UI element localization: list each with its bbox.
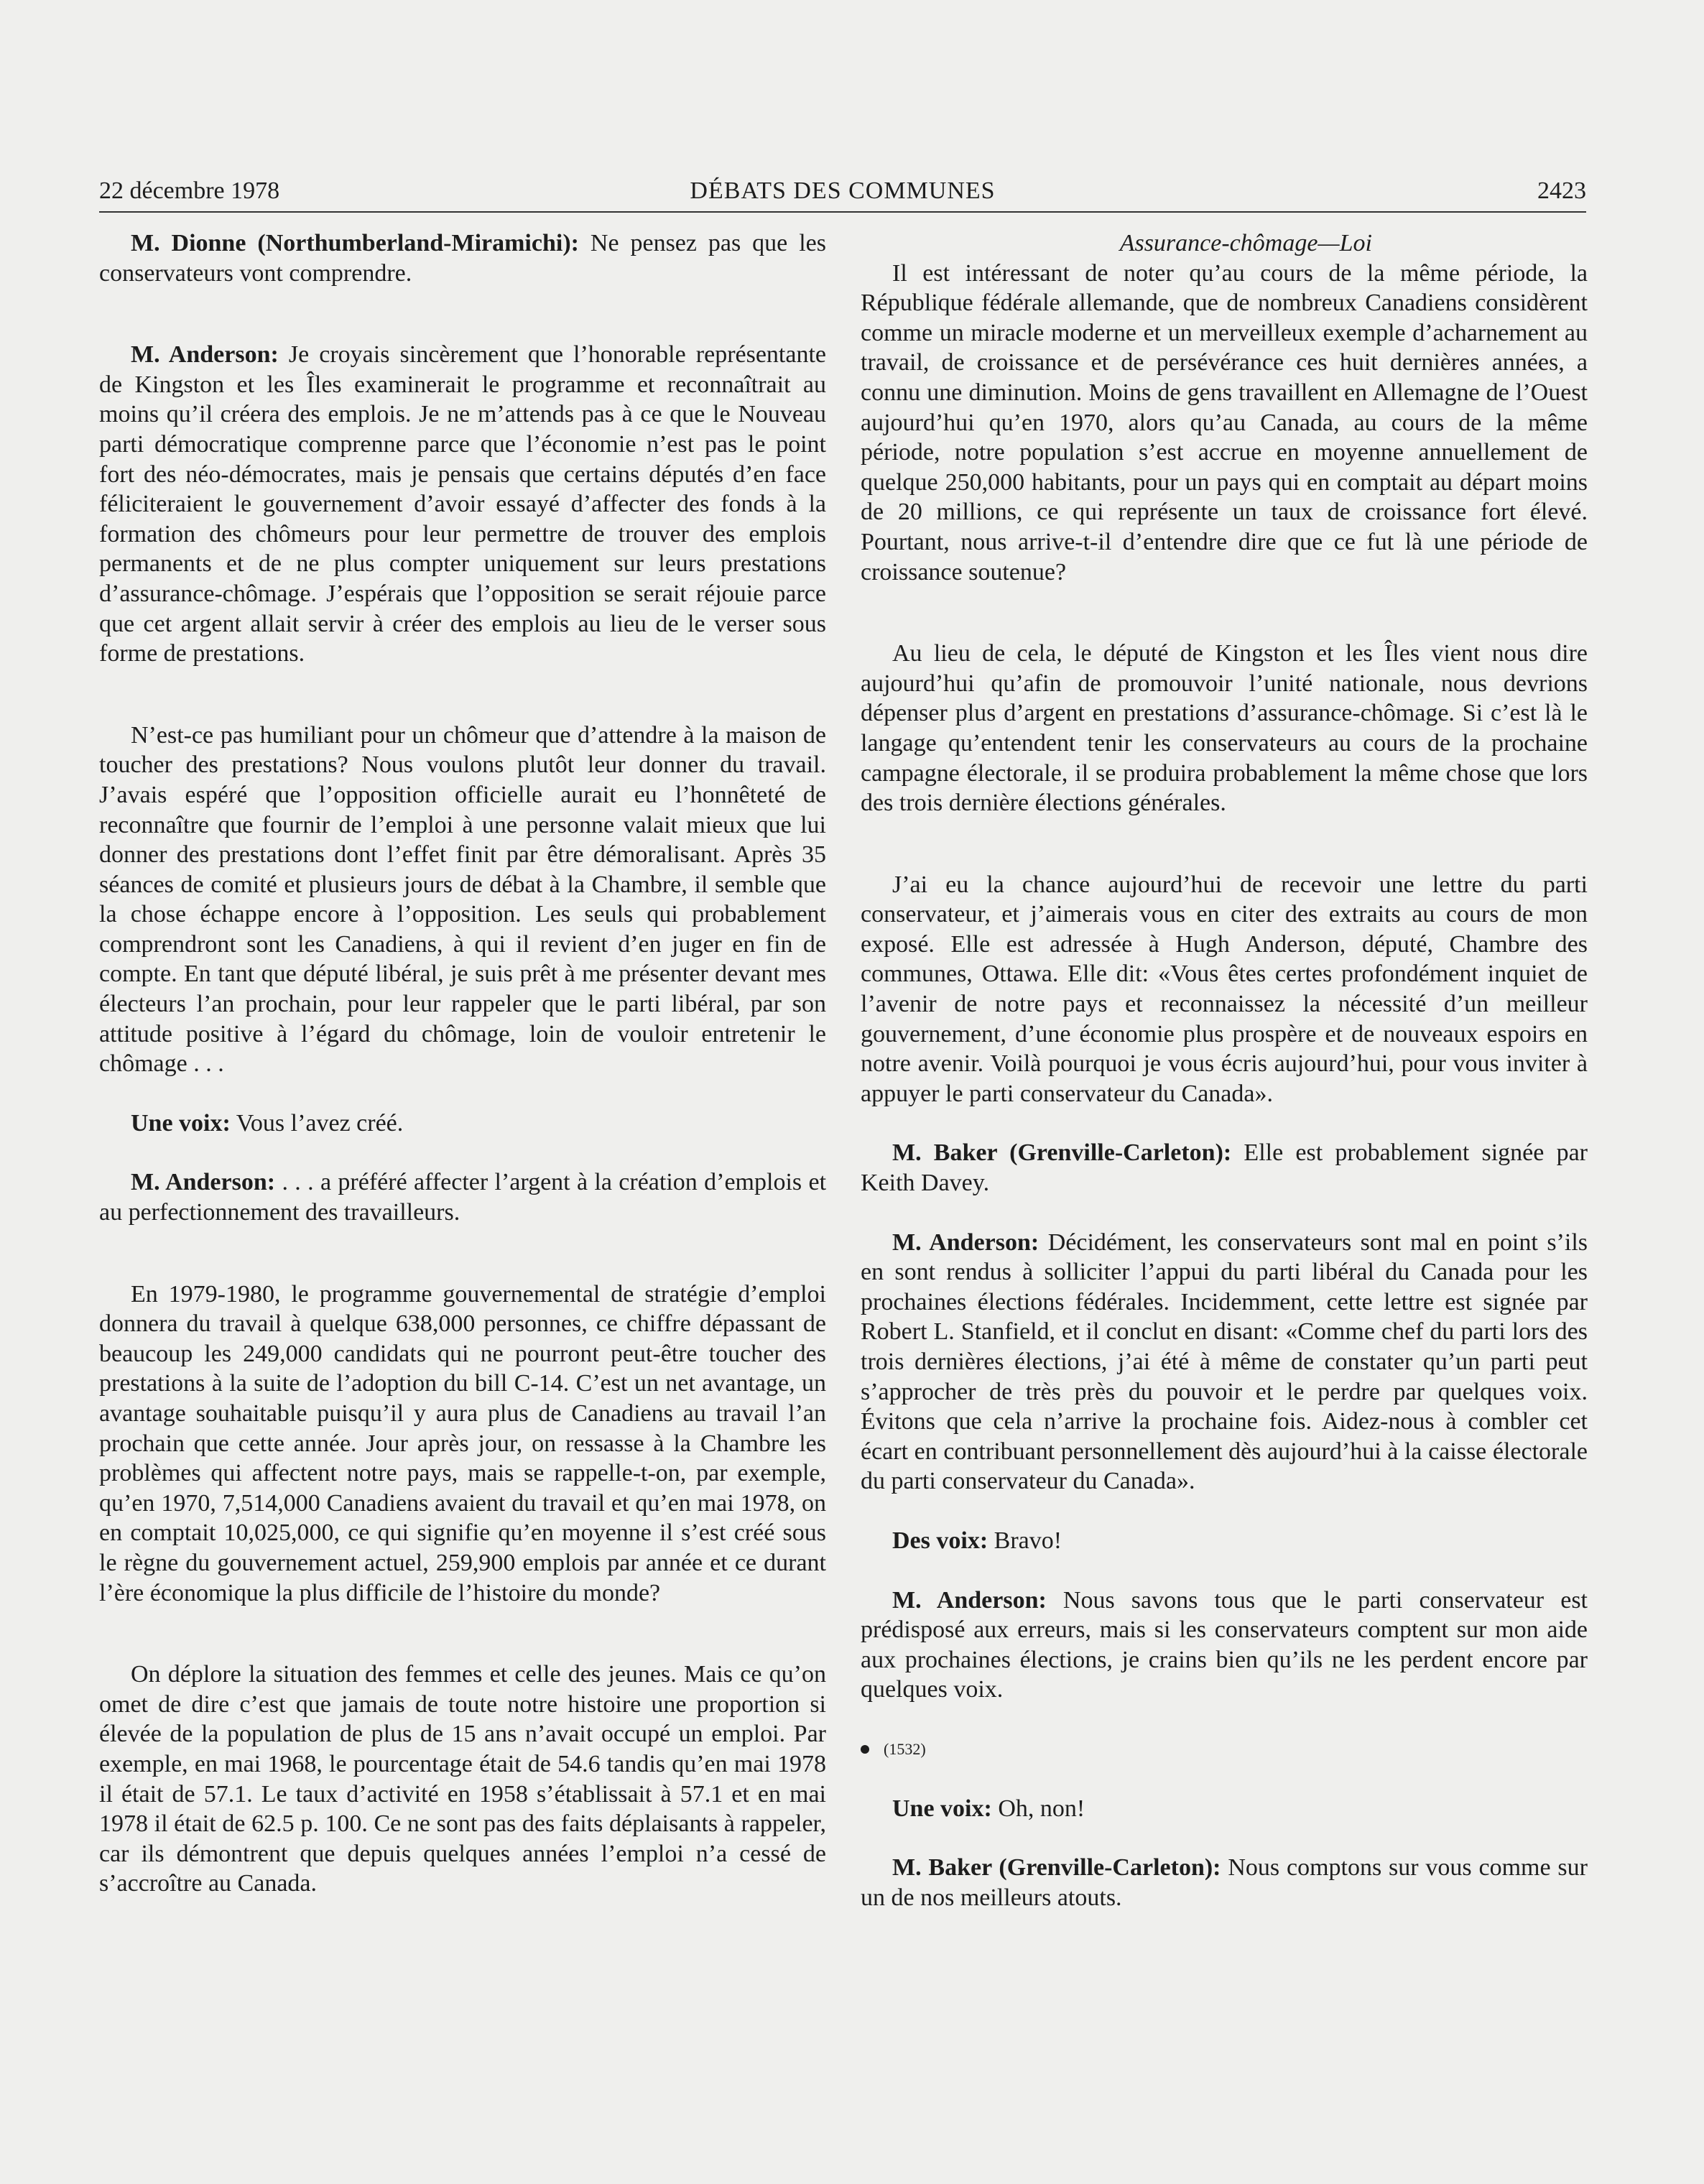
paragraph-text: En 1979-1980, le programme gouvernemental de stratégie d’emploi donnera du travail à quelque 638,000 personnes, ce chiffre dépassant de beaucoup les 249,000 candidats qui ne pourront peut-être toucher des prestations à la suite de l’adoption du bill C-14. C’est un net avantage, un avantage souhaitable puisqu’il y aura plus de Canadiens au travail l’an prochain que cette année. Jour après jour, on ressasse à la Chambre les problèmes qui affectent notre pays, mais se rappelle-t-on, par exemple, qu’en 1970, 7,514,000 Canadiens avaient du travail et qu’en mai 1978, on en comptait 10,025,000, ce qui signifie qu’en moyenne il s’est créé sous le règne du gouvernement actuel, 259,900 emplois par année et ce durant l’ère économique la plus difficile de l’histoire du monde? xyxy=(99,1280,826,1606)
paragraph xyxy=(99,1660,826,1899)
paragraph xyxy=(861,1526,1588,1556)
paragraph xyxy=(861,1853,1588,1912)
speaker-name: Une voix: xyxy=(131,1109,231,1137)
speaker-name: M. Baker (Grenville-Carleton): xyxy=(892,1139,1232,1167)
speaker-name: M. Baker (Grenville-Carleton): xyxy=(892,1854,1221,1882)
paragraph-text: Oh, non! xyxy=(991,1795,1085,1822)
paragraph xyxy=(861,1228,1588,1496)
paragraph-text: Décidément, les conservateurs sont mal en point s’ils en sont rendus à solliciter l’appui du parti libéral du Canada pour les prochaines élections fédérales. Incidemment, cette lettre est signée par Robert L. Stanfield, et il conclut en disant: «Comme chef du parti lors des trois dernières élections, j’ai été à même de constater qu’un parti peut s’approcher de très près du pouvoir et le perdre par quelques voix. Évitons que cela n’arrive la prochaine fois. Aidez-nous à combler cet écart en contribuant personnellement dès aujourd’hui à la caisse électorale du parti conservateur du Canada». xyxy=(861,1228,1588,1495)
paragraph-text: Nous savons tous que le parti conservateur est prédisposé aux erreurs, mais si les conservateurs comptent sur mon aide aux prochaines élections, je crains bien qu’ils ne les perdent encore par quelques voix. xyxy=(861,1586,1588,1703)
speaker-name: Des voix: xyxy=(892,1527,988,1554)
speaker-name: M. Anderson: xyxy=(131,341,279,369)
paragraph xyxy=(861,1138,1588,1198)
paragraph xyxy=(861,1586,1588,1705)
header-date: 22 décembre 1978 xyxy=(99,177,280,204)
speaker-name: Une voix: xyxy=(892,1795,992,1822)
paragraph-text: N’est-ce pas humiliant pour un chômeur que d’attendre à la maison de toucher des prestations? Nous voulons plutôt leur donner du travail. J’avais espéré que l’opposition officielle aurait eu l’honnêteté de reconnaître que fournir de l’emploi à une personne valait mieux que lui donner des prestations dont l’effet finit par être démoralisant. Après 35 séances de comité et plusieurs jours de débat à la Chambre, il semble que la chose échappe encore à l’opposition. Les seuls qui probablement comprendront sont les Canadiens, à qui il revient d’en juger en fin de compte. En tant que député libéral, je suis prêt à me présenter devant mes électeurs l’an prochain, pour leur rappeler que le parti libéral, par son attitude positive à l’égard du chômage, loin de vouloir entretenir le chômage . . . xyxy=(99,721,826,1078)
paragraph-text: Au lieu de cela, le député de Kingston et les Îles vient nous dire aujourd’hui qu’afin de promouvoir l’unité nationale, nous devrions dépenser plus d’argent en prestations d’assurance-chômage. Si c’est là le langage qu’entendent tenir les conservateurs au cours de la prochaine campagne électorale, il se produira probablement la même chose que lors des trois dernière élections générales. xyxy=(861,640,1588,817)
left-column xyxy=(99,228,826,1899)
paragraph-text: Ne pensez pas que les conservateurs vont comprendre. xyxy=(99,230,826,287)
time-marker-text: (1532) xyxy=(884,1739,926,1758)
speaker-name: M. Anderson: xyxy=(892,1228,1039,1256)
paragraph xyxy=(99,340,826,669)
right-column xyxy=(861,228,1588,1912)
paragraph-text: Vous l’avez créé. xyxy=(230,1109,404,1137)
paragraph xyxy=(99,1109,826,1139)
paragraph xyxy=(861,259,1588,588)
paragraph xyxy=(861,639,1588,818)
header-journal-title: DÉBATS DES COMMUNES xyxy=(690,177,996,204)
paragraph-text: J’ai eu la chance aujourd’hui de recevoir une lettre du parti conservateur, et j’aimerais vous en citer des extraits au cours de mon exposé. Elle est adressée à Hugh Anderson, député, Chambre des communes, Ottawa. Elle dit: «Vous êtes certes profondément inquiet de l’avenir de notre pays et reconnaissez la nécessité d’un meilleur gouvernement, d’une économie plus prospère et de nouveaux espoirs en notre avenir. Voilà pourquoi je vous écris aujourd’hui, pour vous inviter à appuyer le parti conservateur du Canada». xyxy=(861,871,1588,1107)
paragraph-text: Bravo! xyxy=(988,1527,1062,1554)
page-header xyxy=(99,171,1586,213)
paragraph xyxy=(861,1794,1588,1824)
header-page-number: 2423 xyxy=(1537,177,1586,204)
time-marker xyxy=(861,1734,1588,1764)
speaker-name: M. Anderson: xyxy=(892,1586,1047,1614)
paragraph xyxy=(99,1280,826,1609)
paragraph-text: Nous comptons sur vous comme sur un de nos meilleurs atouts. xyxy=(861,1854,1588,1911)
speaker-name: M. Anderson: xyxy=(131,1169,276,1196)
speaker-name: M. Dionne (Northumberland-Miramichi): xyxy=(131,230,579,256)
paragraph-text: . . . a préféré affecter l’argent à la création d’emplois et au perfectionnement des travailleurs. xyxy=(99,1169,827,1226)
paragraph xyxy=(99,721,826,1079)
paragraph xyxy=(99,228,826,288)
paragraph-text: Il est intéressant de noter qu’au cours de la même période, la République fédérale allemande, que de nombreux Canadiens considèrent comme un miracle moderne et un merveilleux exemple d’acharnement au travail, de croissance et de persévérance ces huit dernières années, a connu une diminution. Moins de gens travaillent en Allemagne de l’Ouest aujourd’hui qu’en 1970, alors qu’au Canada, au cours de la même période, notre population s’est accrue en moyenne annuellement de quelque 250,000 habitants, pour un pays qui en comptait au départ moins de 20 millions, ce qui représente un taux de croissance fort élevé. Pourtant, nous arrive-t-il d’entendre dire que ce fut là une période de croissance soutenue? xyxy=(861,259,1588,586)
section-subheading: Assurance-chômage—Loi xyxy=(1119,230,1372,256)
paragraph-text: Je croyais sincèrement que l’honorable représentante de Kingston et les Îles examinerait le programme et reconnaîtrait au moins qu’il créera des emplois. Je ne m’attends pas à ce que le Nouveau parti démocratique comprenne parce que l’économie n’est pas le point fort des néo-démocrates, mais je pensais que certains députés d’en face féliciteraient le gouvernement d’avoir essayé d’affecter des fonds à la formation des chômeurs pour leur permettre de trouver des emplois permanents et de ne plus compter uniquement sur leurs prestations d’assurance-chômage. J’espérais que l’opposition se serait réjouie parce que cet argent allait servir à créer des emplois au lieu de le verser sous forme de prestations. xyxy=(99,341,827,667)
paragraph-text: Elle est probablement signée par Keith Davey. xyxy=(861,1139,1588,1197)
paragraph-text: On déplore la situation des femmes et celle des jeunes. Mais ce qu’on omet de dire c’est que jamais de toute notre histoire une proportion si élevée de la population de plus de 15 ans n’avait occupé un emploi. Par exemple, en mai 1968, le pourcentage était de 54.6 tandis qu’en mai 1978 il était de 57.1. Le taux d’activité en 1958 s’établissait à 57.1 et en mai 1978 il était de 62.5 p. 100. Ce ne sont pas des faits déplaisants à rappeler, car ils démontrent que depuis quelques années l’emploi n’a cessé de s’accroître au Canada. xyxy=(99,1661,826,1897)
paragraph xyxy=(861,870,1588,1109)
bullet-icon xyxy=(861,1745,869,1754)
paragraph xyxy=(99,1167,826,1227)
